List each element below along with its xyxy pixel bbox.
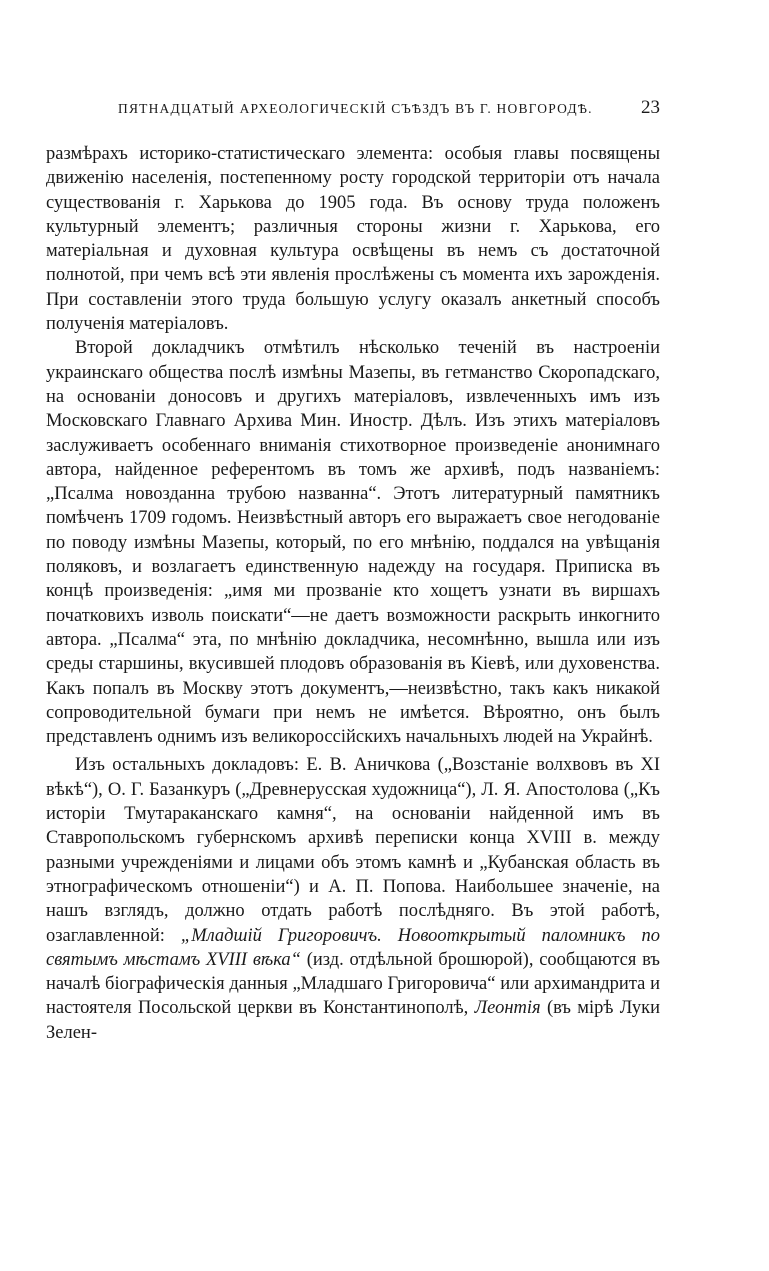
paragraph-3-italic-title: „Младшій Григоровичъ. Новооткрытый паломникъ по святымъ мѣстамъ XVIII вѣка“: [46, 925, 660, 970]
paragraph-3-text-start: Изъ остальныхъ докладовъ: Е. В. Аничкова („Возстаніе волхвовъ въ XI вѣкѣ“), О. Г. Базанкуръ („Древнерусская художница“), Л. Я. Апостолова („Къ исторіи Тмутараканскаго камня“, на основаніи найденной имъ въ Ставропольскомъ губернскомъ архивѣ переписки конца XVIII в. между разными учрежденіями и лицами объ этомъ камнѣ и „Кубанская область въ этнографическомъ отношеніи“) и А. П. Попова. Наибольшее значеніе, на нашъ взглядъ, должно отдать работѣ послѣдняго. Въ этой работѣ, озаглавленной:: [46, 755, 660, 946]
running-header: [118, 97, 660, 123]
paragraph-3-italic-name: Леонтія: [474, 998, 541, 1019]
running-title: ПЯТНАДЦАТЫЙ АРХЕОЛОГИЧЕСКІЙ СЪѢЗДЪ ВЪ Г. НОВГОРОДѢ.: [118, 101, 593, 116]
page-number: 23: [641, 97, 660, 118]
paragraph-1: размѣрахъ историко-статистическаго элемента: особыя главы посвящены движенію населенія, постепенному росту городской территоріи отъ начала существованія г. Харькова до 1905 года. Въ основу труда положенъ культурный элементъ; различныя стороны жизни г. Харькова, его матеріальная и духовная культура освѣщены въ немъ съ достаточной полнотой, при чемъ всѣ эти явленія прослѣжены съ момента ихъ зарожденія. При составленіи этого труда большую услугу оказалъ анкетный способъ полученія матеріаловъ.: [46, 144, 660, 335]
paragraph-2: Второй докладчикъ отмѣтилъ нѣсколько теченій въ настроеніи украинскаго общества послѣ измѣны Мазепы, въ гетманство Скоропадскаго, на основаніи доносовъ и другихъ матеріаловъ, извлеченныхъ имъ изъ Московскаго Главнаго Архива Мин. Иностр. Дѣлъ. Изъ этихъ матеріаловъ заслуживаетъ особеннаго вниманія стихотворное произведеніе анонимнаго автора, найденное референтомъ въ томъ же архивѣ, подъ названіемъ: „Псалма новозданна трубою названна“. Этотъ литературный памятникъ помѣченъ 1709 годомъ. Неизвѣстный авторъ его выражаетъ свое негодованіе по поводу измѣны Мазепы, который, по его мнѣнію, поддался на увѣщанія поляковъ, и возлагаетъ единственную надежду на государя. Приписка въ концѣ произведенія: „имя ми прозваніе кто хощетъ узнати въ виршахъ початковихъ изволь поискати“—не даетъ возможности раскрыть инкогнито автора. „Псалма“ эта, по мнѣнію докладчика, несомнѣнно, вышла или изъ среды старшины, вкусившей плодовъ образованія въ Кіевѣ, или духовенства. Какъ попалъ въ Москву этотъ документъ,—неизвѣстно, такъ какъ никакой сопроводительной бумаги при немъ не имѣется. Вѣроятно, онъ былъ представленъ однимъ изъ великороссійскихъ начальныхъ людей на Украйнѣ.: [46, 338, 660, 748]
page-body: [46, 142, 660, 1045]
paragraph-3: [46, 753, 660, 1045]
paragraph-3-text-end: (въ мірѣ Луки Зелен-: [46, 998, 660, 1043]
paragraph-3-text-mid: (изд. отдѣльной брошюрой), сообщаются въ началѣ біографическія данныя „Младшаго Григоровича“ или архимандрита и настоятеля Посольской церкви въ Константинополѣ,: [46, 949, 660, 1019]
